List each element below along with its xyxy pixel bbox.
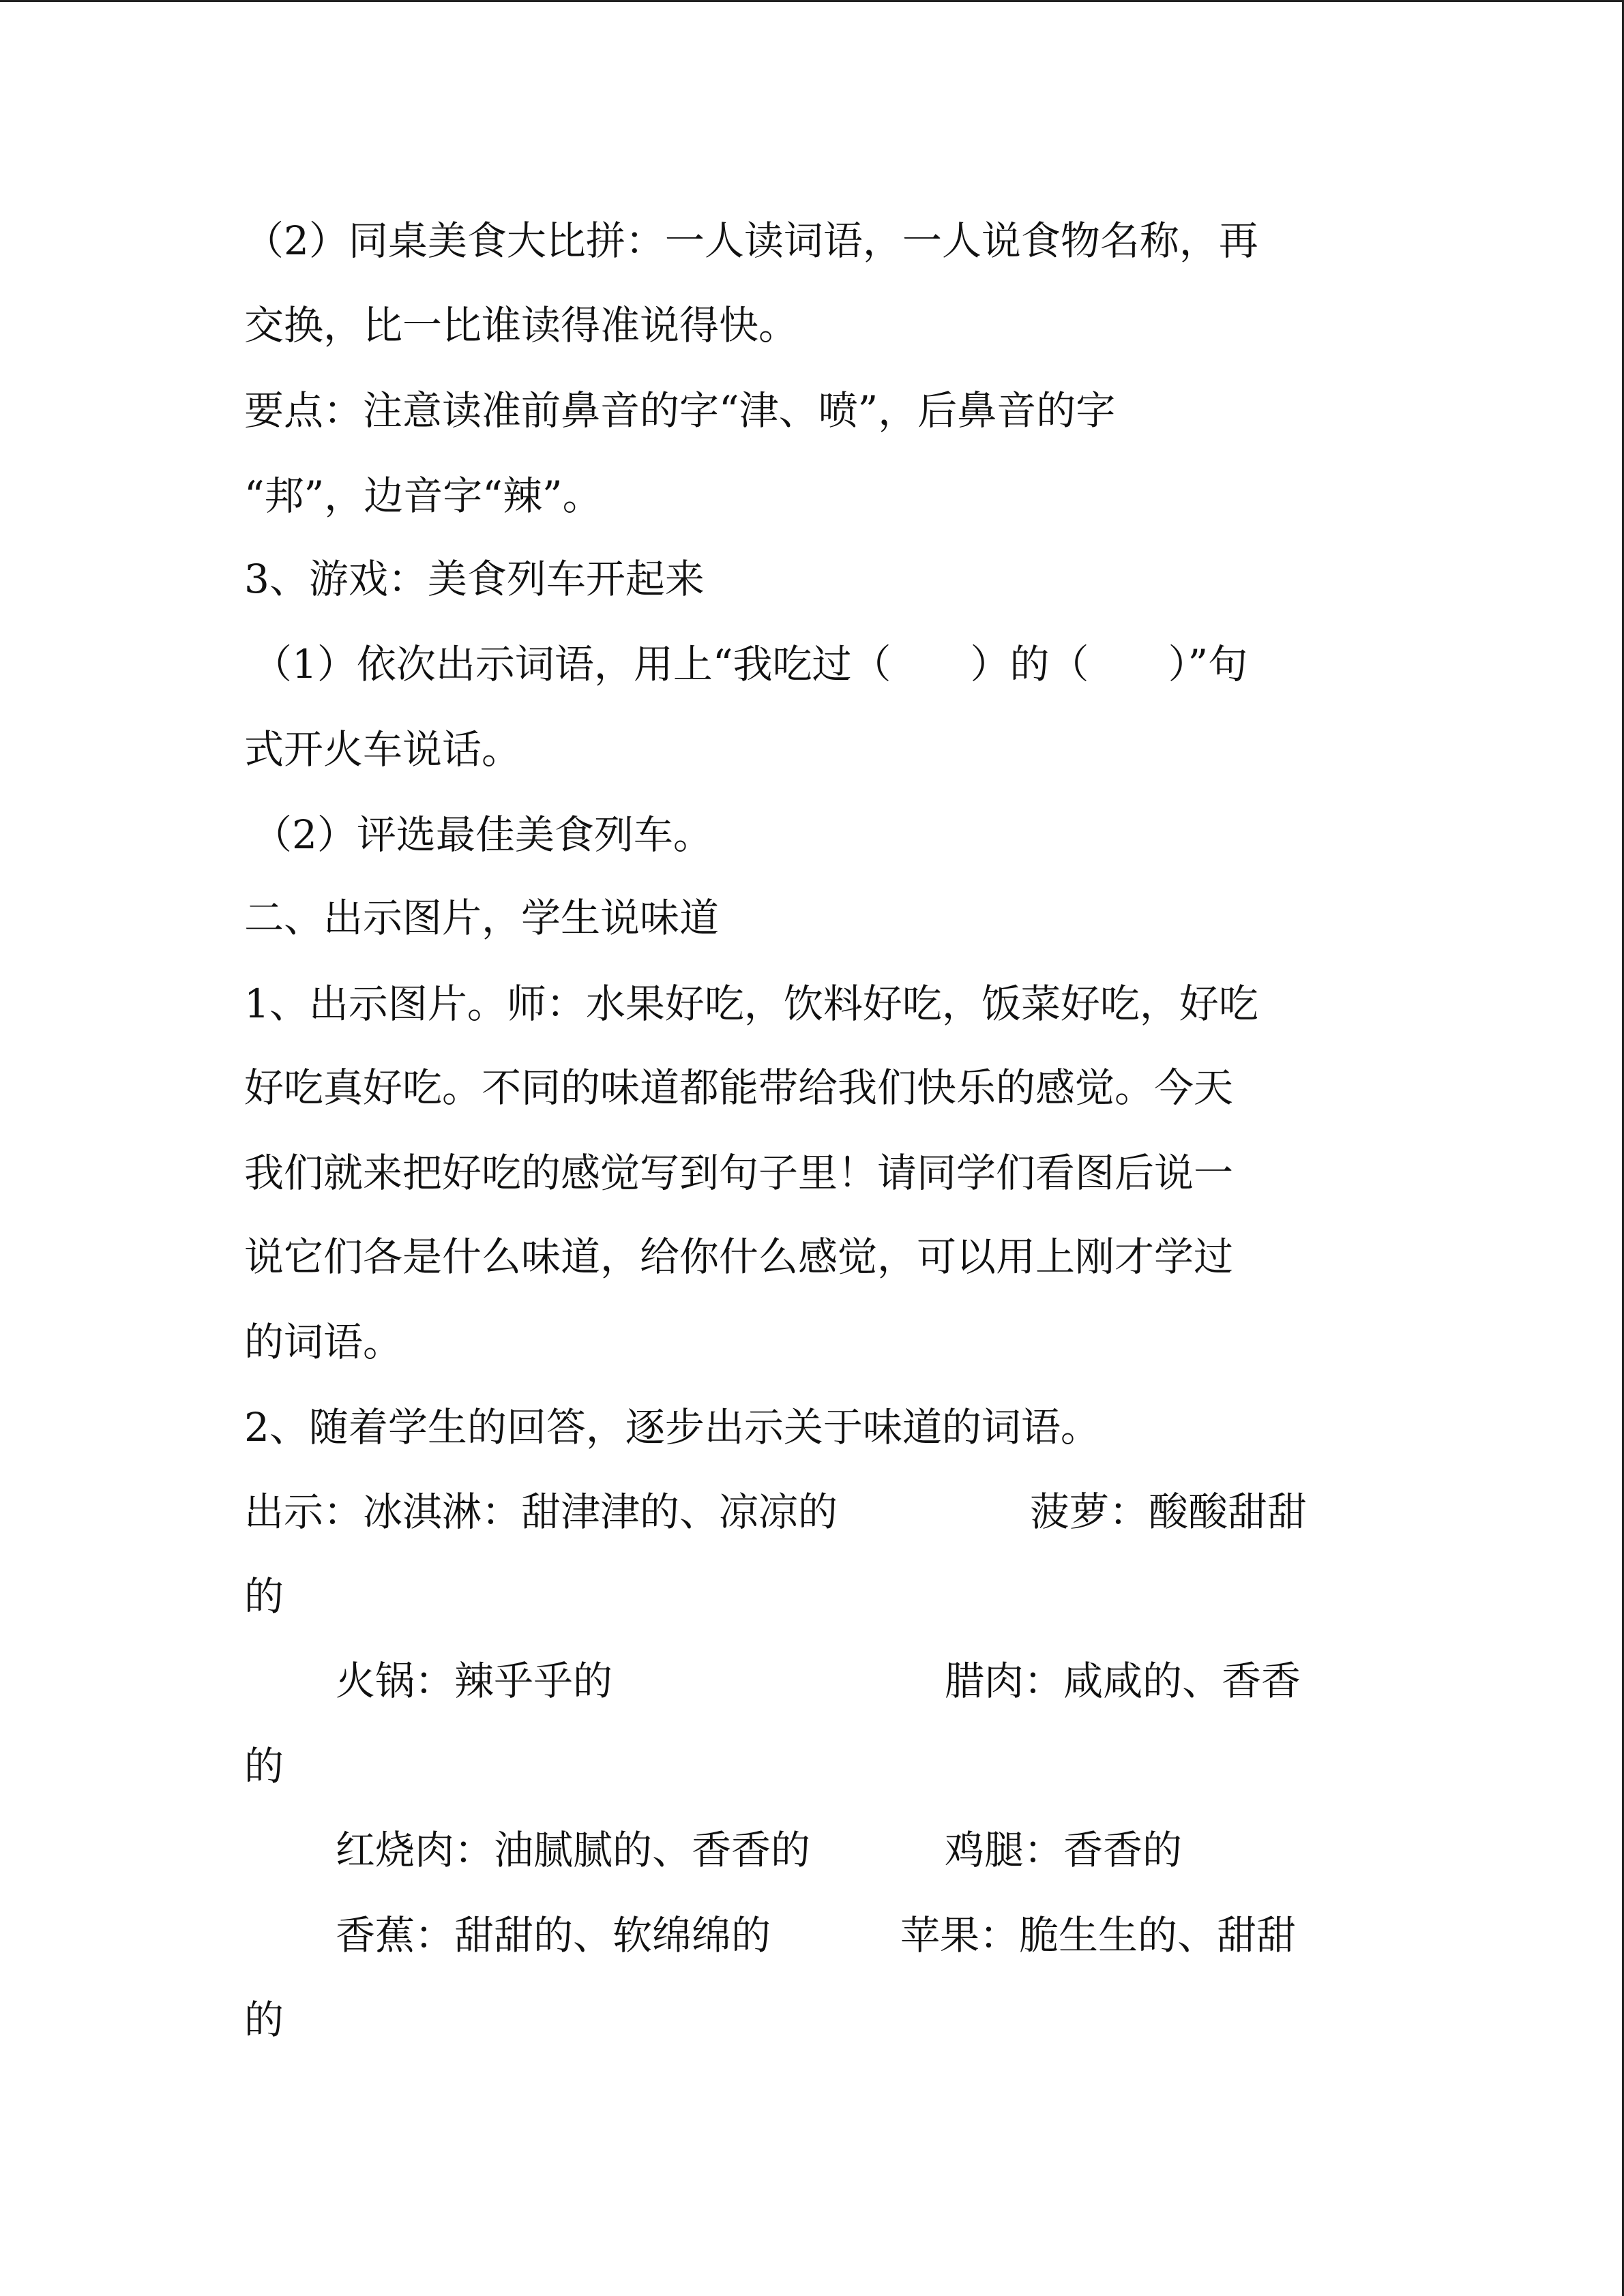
example-item: 腊肉：咸咸的、香香 bbox=[945, 1658, 1301, 1704]
paragraph-line: （2）同桌美食大比拼：一人读词语，一人说食物名称，再 bbox=[244, 218, 1258, 264]
paragraph-line: （2）评选最佳美食列车。 bbox=[252, 811, 713, 858]
example-item: 火锅：辣乎乎的 bbox=[336, 1658, 613, 1704]
paragraph-line: “邦”，边音字“辣”。 bbox=[244, 473, 602, 519]
example-item: 香蕉：甜甜的、软绵绵的 bbox=[336, 1912, 771, 1958]
example-wrap: 的 bbox=[244, 1573, 284, 1620]
paragraph-line: 说它们各是什么味道，给你什么感觉，可以用上刚才学过 bbox=[244, 1234, 1234, 1280]
example-item: 菠萝：酸酸甜甜 bbox=[1030, 1489, 1308, 1535]
example-wrap: 的 bbox=[244, 1743, 284, 1789]
section-heading: 3、游戏：美食列车开起来 bbox=[244, 556, 705, 602]
example-item: 苹果：脆生生的、甜甜 bbox=[900, 1912, 1297, 1958]
page-border-top bbox=[0, 0, 1624, 2]
paragraph-line: 好吃真好吃。不同的味道都能带给我们快乐的感觉。今天 bbox=[244, 1064, 1234, 1111]
example-item: 鸡腿：香香的 bbox=[945, 1827, 1183, 1873]
paragraph-line: 式开火车说话。 bbox=[244, 726, 522, 773]
paragraph-line: 1、出示图片。师：水果好吃，饮料好吃，饭菜好吃，好吃 bbox=[244, 981, 1258, 1027]
example-item: 出示：冰淇淋：甜津津的、凉凉的 bbox=[244, 1489, 838, 1535]
paragraph-line: （1）依次出示词语，用上“我吃过（ ）的（ ）”句 bbox=[252, 641, 1248, 687]
paragraph-line: 交换，比一比谁读得准说得快。 bbox=[244, 302, 799, 348]
section-heading: 二、出示图片，学生说味道 bbox=[244, 895, 720, 941]
paragraph-line: 要点：注意读准前鼻音的字“津、喷”，后鼻音的字 bbox=[244, 387, 1116, 434]
paragraph-line: 2、随着学生的回答，逐步出示关于味道的词语。 bbox=[244, 1404, 1100, 1450]
example-item: 红烧肉：油腻腻的、香香的 bbox=[336, 1827, 811, 1873]
paragraph-line: 的词语。 bbox=[244, 1319, 403, 1365]
paragraph-line: 我们就来把好吃的感觉写到句子里！请同学们看图后说一 bbox=[244, 1150, 1234, 1196]
example-wrap: 的 bbox=[244, 1997, 284, 2043]
